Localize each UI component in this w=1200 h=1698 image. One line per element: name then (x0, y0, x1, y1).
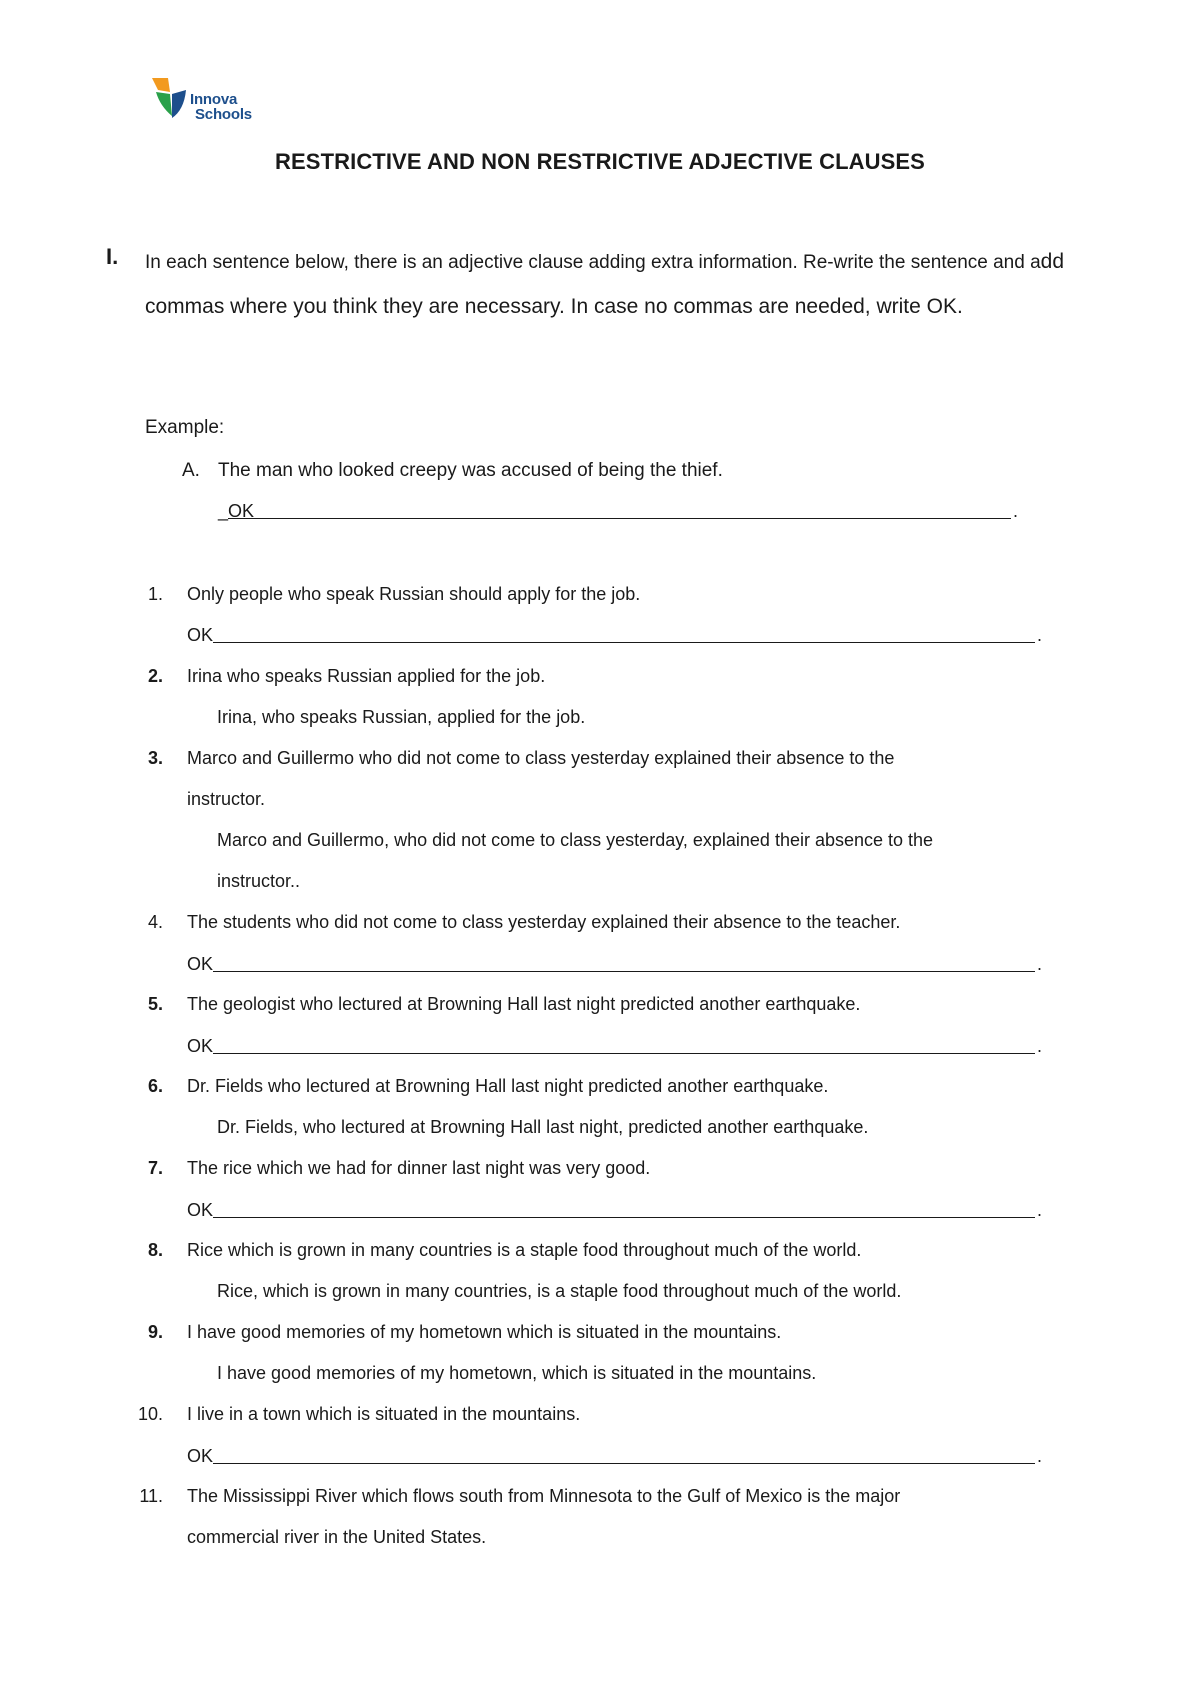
item-number: 8. (147, 1240, 163, 1260)
logo-text-line1: Innova (190, 91, 238, 108)
item-number: 5. (147, 994, 163, 1014)
item-number: 2. (147, 666, 163, 686)
item-number: 10. (137, 1404, 163, 1424)
example-label: Example: (145, 417, 225, 438)
instructions-part2: dd commas where you think they are necessary. In case no commas are needed, write OK. (145, 250, 1065, 318)
item-answer-line2: instructor.. (217, 871, 301, 891)
item-sentence-line2: commercial river in the United States. (187, 1527, 487, 1547)
item-period: . (1036, 1036, 1042, 1056)
answer-underline (213, 1445, 1035, 1464)
item-number: 9. (147, 1322, 163, 1342)
item-number: 3. (147, 748, 163, 768)
item-answer-line (187, 953, 1042, 975)
item-answer: OK (187, 1200, 214, 1220)
item-answer: OK (187, 1446, 214, 1466)
item-sentence: The geologist who lectured at Browning Hall last night predicted another earthquake. (187, 994, 861, 1014)
item-sentence-line1: Marco and Guillermo who did not come to class yesterday explained their absence to the (187, 748, 895, 768)
answer-underline (213, 1035, 1035, 1054)
item-answer: OK (187, 954, 214, 974)
item-answer: Irina, who speaks Russian, applied for the job. (217, 707, 586, 727)
item-number: 1. (147, 584, 163, 604)
innova-schools-logo (150, 76, 260, 122)
item-period: . (1036, 1446, 1042, 1466)
item-period: . (1036, 1200, 1042, 1220)
item-sentence: Only people who speak Russian should apply for the job. (187, 584, 641, 604)
section-instructions (145, 240, 1065, 330)
example-answer: OK (228, 501, 255, 521)
item-answer: Rice, which is grown in many countries, is a staple food throughout much of the world. (217, 1281, 902, 1301)
item-answer-line (187, 1199, 1042, 1221)
section-number: I. (106, 244, 119, 269)
item-answer-line (187, 1035, 1042, 1057)
item-sentence-line1: The Mississippi River which flows south from Minnesota to the Gulf of Mexico is the major (187, 1486, 901, 1506)
item-sentence: Dr. Fields who lectured at Browning Hall last night predicted another earthquake. (187, 1076, 829, 1096)
item-sentence: The students who did not come to class yesterday explained their absence to the teacher. (187, 912, 901, 932)
logo-text-line2: Schools (195, 106, 252, 123)
example-sentence: The man who looked creepy was accused of being the thief. (218, 460, 723, 481)
item-answer: OK (187, 1036, 214, 1056)
item-answer: I have good memories of my hometown, which is situated in the mountains. (217, 1363, 817, 1383)
example-answer-prefix: _ (218, 501, 229, 521)
item-number: 7. (147, 1158, 163, 1178)
item-period: . (1036, 625, 1042, 645)
item-sentence: I have good memories of my hometown which is situated in the mountains. (187, 1322, 782, 1342)
item-sentence: Rice which is grown in many countries is a staple food throughout much of the world. (187, 1240, 862, 1260)
item-sentence: Irina who speaks Russian applied for the job. (187, 666, 546, 686)
example-period: . (1012, 501, 1018, 521)
answer-underline (213, 624, 1035, 643)
answer-underline (213, 1199, 1035, 1218)
item-answer: Dr. Fields, who lectured at Browning Hall last night, predicted another earthquake. (217, 1117, 869, 1137)
page-title: RESTRICTIVE AND NON RESTRICTIVE ADJECTIVE CLAUSES (275, 149, 925, 174)
item-period: . (1036, 954, 1042, 974)
item-answer-line (187, 1445, 1042, 1467)
example-answer-line (218, 500, 1018, 522)
answer-underline (213, 953, 1035, 972)
item-sentence: The rice which we had for dinner last night was very good. (187, 1158, 651, 1178)
instructions-part1: In each sentence below, there is an adjective clause adding extra information. Re-write the sentence and a (145, 252, 1041, 273)
item-answer-line1: Marco and Guillermo, who did not come to class yesterday, explained their absence to the (217, 830, 934, 850)
answer-underline (254, 500, 1011, 519)
item-sentence: I live in a town which is situated in the mountains. (187, 1404, 581, 1424)
item-answer: OK (187, 625, 214, 645)
item-sentence-line2: instructor. (187, 789, 266, 809)
item-answer-line (187, 624, 1042, 646)
leaf-logo-icon (150, 76, 190, 120)
example-marker: A. (182, 460, 200, 481)
item-number: 11. (139, 1486, 163, 1506)
item-number: 6. (147, 1076, 163, 1096)
item-number: 4. (147, 912, 163, 932)
